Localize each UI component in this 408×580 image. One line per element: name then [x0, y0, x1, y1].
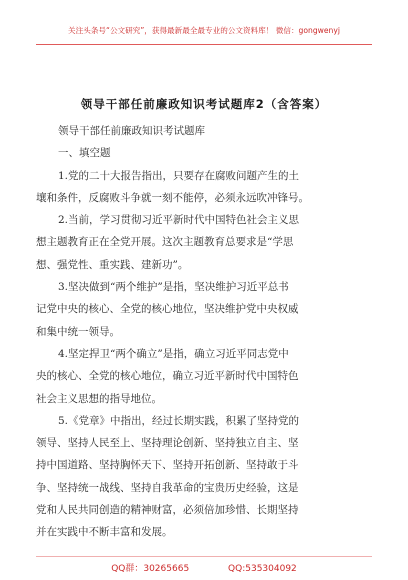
document-title: 领导干部任前廉政知识考试题库2（含答案） — [80, 97, 328, 111]
footer-qq-group: QQ群：30265665 — [111, 564, 190, 574]
question-4-line-2: 央的核心、全党的核心地位，确立习近平新时代中国特色 — [36, 370, 299, 383]
footer-qq-contact: QQ:535304092 — [228, 564, 297, 574]
footer-divider — [36, 556, 372, 557]
question-3-line-1: 3.坚决做到“两个维护”是指，坚决维护习近平总书 — [58, 281, 289, 294]
question-4-line-3: 社会主义思想的指导地位。 — [36, 392, 162, 405]
question-5-line-2: 领导、坚持人民至上、坚持理论创新、坚持独立自主、坚 — [36, 437, 299, 450]
question-4-line-1: 4.坚定捍卫“两个确立”是指，确立习近平同志党中 — [58, 347, 289, 360]
page-header — [0, 0, 408, 52]
question-1-line-1: 1.党的二十大报告指出，只要存在腐败问题产生的土 — [58, 169, 300, 182]
question-3-line-2: 记党中央的核心、全党的核心地位，坚决维护党中央权威 — [36, 303, 299, 316]
question-2-line-3: 想、强党性、重实践、建新功”。 — [36, 258, 189, 271]
document-body — [36, 118, 372, 544]
header-notice: 关注头条号“公文研究”，获得最新最全最专业的公文资料库！ 微信：gongwenyj — [68, 26, 340, 35]
question-1-line-2: 壤和条件，反腐败斗争就一刻不能停，必须永远吹冲锋号。 — [36, 191, 309, 204]
question-2-line-2: 想主题教育正在全党开展。这次主题教育总要求是“学思 — [36, 236, 294, 249]
header-divider — [36, 44, 372, 45]
question-5-line-6: 并在实践中不断丰富和发展。 — [36, 526, 173, 539]
question-5-line-5: 党和人民共同创造的精神财富，必须倍加珍惜、长期坚持 — [36, 504, 299, 517]
section-heading: 一、填空题 — [58, 147, 111, 160]
document-subtitle: 领导干部任前廉政知识考试题库 — [58, 125, 205, 137]
question-5-line-4: 争、坚持统一战线、坚持自我革命的宝贵历史经验，这是 — [36, 481, 299, 494]
question-5-line-3: 持中国道路、坚持胸怀天下、坚持开拓创新、坚持敢于斗 — [36, 459, 299, 472]
question-3-line-3: 和集中统一领导。 — [36, 325, 120, 338]
page-footer — [0, 561, 408, 574]
question-5-line-1: 5.《党章》中指出，经过长期实践，积累了坚持党的 — [58, 414, 300, 427]
question-2-line-1: 2.当前，学习贯彻习近平新时代中国特色社会主义思 — [58, 214, 300, 227]
